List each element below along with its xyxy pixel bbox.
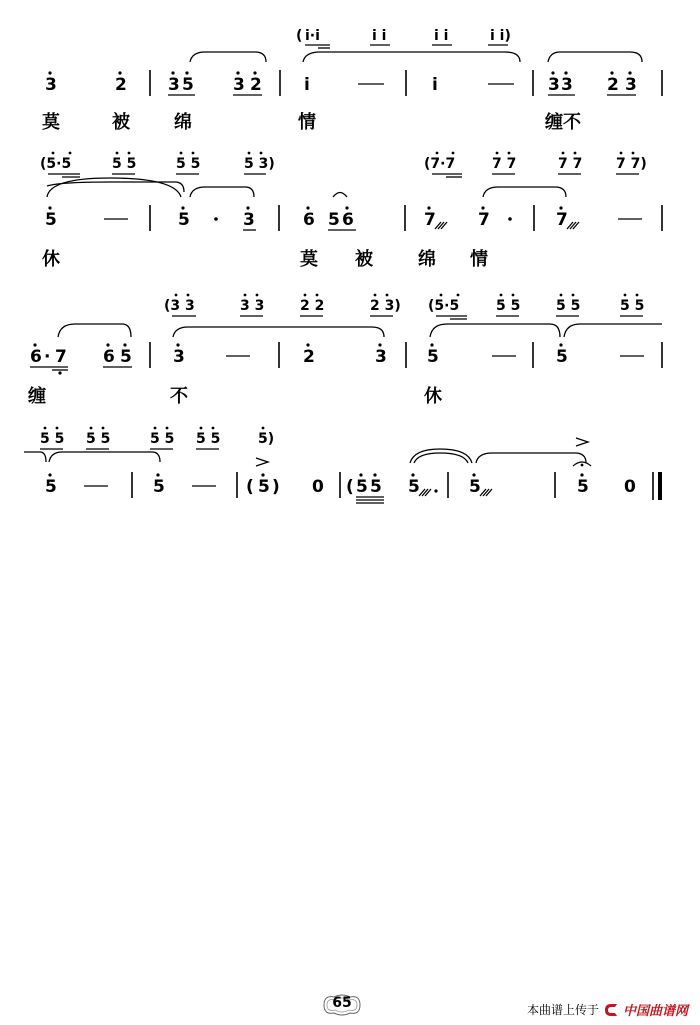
page-number-badge [318, 993, 366, 1017]
svg-text:2 2: 2 2 [300, 298, 325, 314]
svg-text:3: 3 [375, 347, 387, 367]
svg-text:5 5: 5 5 [150, 431, 175, 447]
svg-text:5: 5 [328, 210, 340, 230]
system-3 [30, 294, 662, 375]
svg-text:5: 5 [370, 477, 382, 497]
svg-text:7 7: 7 7 [558, 156, 583, 172]
svg-text:2: 2 [115, 75, 127, 95]
svg-text:): ) [272, 477, 280, 497]
lyric-syllable: 被 [112, 112, 130, 133]
brand-name[interactable]: 中国曲谱网 [622, 1004, 688, 1019]
notes-4 [45, 438, 660, 503]
upload-credit [527, 1000, 688, 1019]
svg-text:5 5: 5 5 [556, 298, 581, 314]
svg-text:6: 6 [30, 347, 42, 367]
svg-text:3: 3 [548, 75, 560, 95]
lyric-syllable: 被 [355, 249, 373, 270]
svg-text:5: 5 [427, 347, 439, 367]
svg-text:i: i [304, 75, 310, 95]
svg-text:(5·5: (5·5 [428, 298, 460, 314]
svg-text:7: 7 [556, 210, 568, 230]
svg-text:(5·5: (5·5 [40, 156, 72, 172]
svg-text:5): 5) [258, 431, 275, 447]
svg-text:5: 5 [258, 477, 270, 497]
svg-text:6: 6 [342, 210, 354, 230]
svg-text:0: 0 [312, 477, 324, 497]
lyric-syllable: 休 [424, 386, 442, 407]
svg-text:3: 3 [45, 75, 57, 95]
svg-text:5: 5 [577, 477, 589, 497]
lyric-syllable: 情 [470, 249, 488, 270]
prelude-4 [24, 427, 274, 462]
svg-text:7 7: 7 7 [492, 156, 517, 172]
svg-text:·: · [44, 347, 51, 367]
notes-1 [45, 70, 662, 96]
svg-text:6: 6 [303, 210, 315, 230]
svg-text:5: 5 [153, 477, 165, 497]
svg-text:3 3: 3 3 [240, 298, 265, 314]
svg-text:3: 3 [173, 347, 185, 367]
prelude-2b [424, 152, 647, 197]
svg-text:i i): i i) [490, 28, 511, 44]
svg-text:5 3): 5 3) [244, 156, 275, 172]
svg-text:3: 3 [168, 75, 180, 95]
lyric-syllable: 莫 [42, 112, 60, 133]
prelude-3a [164, 294, 401, 337]
lyric-syllable: 缠不 [545, 112, 581, 133]
svg-text:5: 5 [469, 477, 481, 497]
svg-text:5: 5 [182, 75, 194, 95]
svg-text:5 5: 5 5 [86, 431, 111, 447]
svg-text:5 5: 5 5 [496, 298, 521, 314]
svg-text:5 5: 5 5 [176, 156, 201, 172]
svg-text:7: 7 [478, 210, 490, 230]
svg-text:2: 2 [303, 347, 315, 367]
svg-text:6: 6 [103, 347, 115, 367]
system-1 [45, 28, 662, 96]
svg-text:2: 2 [250, 75, 262, 95]
svg-text:i·i: i·i [305, 28, 320, 44]
svg-text:3: 3 [561, 75, 573, 95]
svg-text:i i: i i [372, 28, 387, 44]
svg-text:(3 3: (3 3 [164, 298, 195, 314]
svg-text:(7·7: (7·7 [424, 156, 456, 172]
svg-text:2 3): 2 3) [370, 298, 401, 314]
svg-text:5 5: 5 5 [40, 431, 65, 447]
system-4 [24, 427, 660, 503]
svg-text:5: 5 [120, 347, 132, 367]
svg-text:(: ( [296, 28, 303, 44]
svg-text:2: 2 [607, 75, 619, 95]
svg-text:5: 5 [178, 210, 190, 230]
prelude-3b [428, 294, 662, 337]
svg-text:(: ( [246, 477, 254, 497]
svg-text:7 7): 7 7) [616, 156, 647, 172]
svg-text:5 5: 5 5 [112, 156, 137, 172]
svg-text:5 5: 5 5 [620, 298, 645, 314]
svg-text:(: ( [346, 477, 354, 497]
lyric-syllable: 莫 [300, 249, 318, 270]
lyric-syllable: 情 [298, 112, 316, 133]
lyric-syllable: 不 [170, 386, 188, 407]
svg-text:i i: i i [434, 28, 449, 44]
svg-text:5: 5 [408, 477, 420, 497]
svg-text:7: 7 [424, 210, 436, 230]
notes-3 [30, 342, 662, 375]
brand-logo-icon [603, 1003, 619, 1017]
svg-text:7: 7 [55, 347, 67, 367]
svg-text:3: 3 [243, 210, 255, 230]
svg-text:5: 5 [45, 477, 57, 497]
system-2 [40, 152, 662, 231]
prelude-1 [296, 28, 520, 62]
svg-text:0: 0 [624, 477, 636, 497]
svg-text:3: 3 [233, 75, 245, 95]
svg-text:5: 5 [356, 477, 368, 497]
svg-text:5: 5 [556, 347, 568, 367]
lyric-syllable: 绵 [174, 112, 192, 133]
svg-text:i: i [432, 75, 438, 95]
upload-text: 本曲谱上传于 [526, 1003, 599, 1017]
lyric-syllable: 休 [42, 249, 60, 270]
svg-text:5: 5 [45, 210, 57, 230]
notes-2 [45, 205, 662, 231]
lyric-syllable: 缠 [28, 386, 46, 407]
svg-text:3: 3 [625, 75, 637, 95]
lyric-syllable: 绵 [418, 249, 436, 270]
page-number: 65 [332, 995, 352, 1011]
prelude-2a [40, 152, 275, 197]
svg-text:5 5: 5 5 [196, 431, 221, 447]
